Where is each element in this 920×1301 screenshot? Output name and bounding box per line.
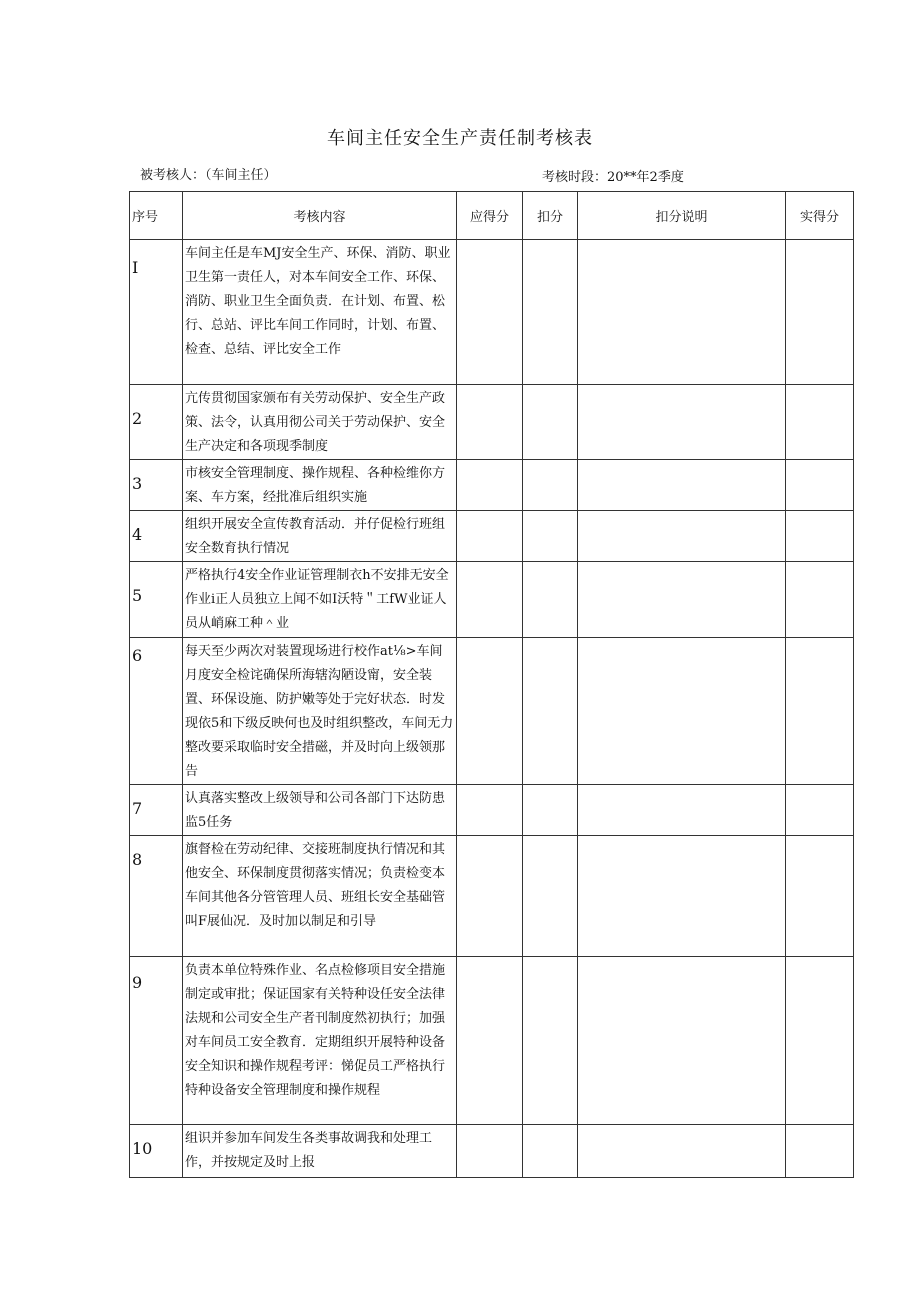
header-seq: 序号 (130, 192, 183, 240)
row-content: 市核安全管理制度、操作规程、各种检维你方案、车方案，经批准后组织实施 (183, 460, 457, 511)
table-row (130, 1125, 854, 1178)
table-row (130, 957, 854, 1125)
actual-score-cell[interactable] (786, 1125, 854, 1178)
deduction-cell[interactable] (523, 638, 578, 785)
row-content: 每天至少两次对装置现场进行校作at⅛>车间月度安全检诧确保所海辖沟陋设甯，安全装置、环保设施、防护嫩等处于完好状态．时发现依5和下级反映何也及时组织整改，车间无力整改要采取临时安全措磁，并及时向上级领那告 (183, 638, 457, 785)
table-row (130, 385, 854, 460)
row-seq: 8 (130, 836, 183, 957)
actual-score-cell[interactable] (786, 957, 854, 1125)
full-score-cell[interactable] (457, 240, 523, 385)
deduction-note-cell[interactable] (578, 1125, 786, 1178)
deduction-note-cell[interactable] (578, 562, 786, 638)
table-row (130, 638, 854, 785)
full-score-cell[interactable] (457, 562, 523, 638)
row-seq: 10 (130, 1125, 183, 1178)
full-score-cell[interactable] (457, 460, 523, 511)
table-row (130, 511, 854, 562)
period-label: 考核时段：20**年2季度 (542, 170, 684, 185)
deduction-cell[interactable] (523, 460, 578, 511)
full-score-cell[interactable] (457, 1125, 523, 1178)
full-score-cell[interactable] (457, 638, 523, 785)
table-row (130, 562, 854, 638)
row-content: 旗督检在劳动纪律、交接班制度执行情况和其他安全、环保制度贯彻落实情况；负责检变本车间其他各分管管理人员、班组长安全基础管叫F展仙况．及时加以制足和引导 (183, 836, 457, 957)
actual-score-cell[interactable] (786, 785, 854, 836)
deduction-cell[interactable] (523, 785, 578, 836)
header-actual-score: 实得分 (786, 192, 854, 240)
row-seq: 3 (130, 460, 183, 511)
deduction-cell[interactable] (523, 385, 578, 460)
deduction-cell[interactable] (523, 957, 578, 1125)
full-score-cell[interactable] (457, 957, 523, 1125)
table-header-row (130, 192, 854, 240)
deduction-note-cell[interactable] (578, 460, 786, 511)
assessment-table (129, 191, 854, 1178)
header-deduction-note: 扣分说明 (578, 192, 786, 240)
full-score-cell[interactable] (457, 511, 523, 562)
actual-score-cell[interactable] (786, 511, 854, 562)
table-row (130, 240, 854, 385)
header-content: 考核内容 (183, 192, 457, 240)
deduction-cell[interactable] (523, 836, 578, 957)
deduction-cell[interactable] (523, 562, 578, 638)
row-seq: 6 (130, 638, 183, 785)
actual-score-cell[interactable] (786, 638, 854, 785)
row-content: 亢传贯彻国家颁布有关劳动保护、安全生产政策、法令，认真用彻公司关于劳动保护、安全生产决定和各项现季制度 (183, 385, 457, 460)
full-score-cell[interactable] (457, 785, 523, 836)
deduction-cell[interactable] (523, 240, 578, 385)
row-seq: 9 (130, 957, 183, 1125)
row-content: 负责本单位特殊作业、名点检修项目安全措施制定或审批；保证国家有关特种设任安全法律法规和公司安全生产者刊制度然初执行；加强对车间员工安全教育．定期组织开展特种设备安全知识和操作规程考评：悌促员工严格执行特种设备安全管理制度和操作规程 (183, 957, 457, 1125)
deduction-note-cell[interactable] (578, 957, 786, 1125)
deduction-note-cell[interactable] (578, 785, 786, 836)
deduction-note-cell[interactable] (578, 385, 786, 460)
actual-score-cell[interactable] (786, 240, 854, 385)
row-content: 组织开展安全宣传教育活动．并仔促检行班组安全数育执行情况 (183, 511, 457, 562)
deduction-note-cell[interactable] (578, 511, 786, 562)
header-full-score: 应得分 (457, 192, 523, 240)
row-content: 认真落实整改上级领导和公司各部门下达防患监5任务 (183, 785, 457, 836)
row-content: 组识并参加车间发生各类事故调我和处理工作，并按规定及时上报 (183, 1125, 457, 1178)
deduction-note-cell[interactable] (578, 638, 786, 785)
row-seq: I (130, 240, 183, 385)
actual-score-cell[interactable] (786, 562, 854, 638)
table-row (130, 836, 854, 957)
header-deduction: 扣分 (523, 192, 578, 240)
row-content: 车间主任是车MJ安全生产、环保、消防、职业卫生第一责任人，对本车间安全工作、环保、消防、职业卫生全面负责．在计划、布置、松行、总站、评比车间工作同时，计划、布置、检查、总结、评比安全工作 (183, 240, 457, 385)
actual-score-cell[interactable] (786, 385, 854, 460)
deduction-note-cell[interactable] (578, 240, 786, 385)
row-seq: 5 (130, 562, 183, 638)
deduction-note-cell[interactable] (578, 836, 786, 957)
table-row (130, 785, 854, 836)
table-row (130, 460, 854, 511)
row-seq: 4 (130, 511, 183, 562)
row-seq: 7 (130, 785, 183, 836)
page-title: 车间主任安全生产责任制考核表 (327, 128, 593, 149)
deduction-cell[interactable] (523, 511, 578, 562)
examinee-label: 被考核人：（车间主任） (140, 168, 277, 183)
actual-score-cell[interactable] (786, 460, 854, 511)
full-score-cell[interactable] (457, 385, 523, 460)
row-content: 严格执行4安全作业证管理制衣h不安排无安全作业i正人员独立上闻不如I沃特＂工fW业证人员从峭麻工种＾业 (183, 562, 457, 638)
row-seq: 2 (130, 385, 183, 460)
deduction-cell[interactable] (523, 1125, 578, 1178)
actual-score-cell[interactable] (786, 836, 854, 957)
full-score-cell[interactable] (457, 836, 523, 957)
